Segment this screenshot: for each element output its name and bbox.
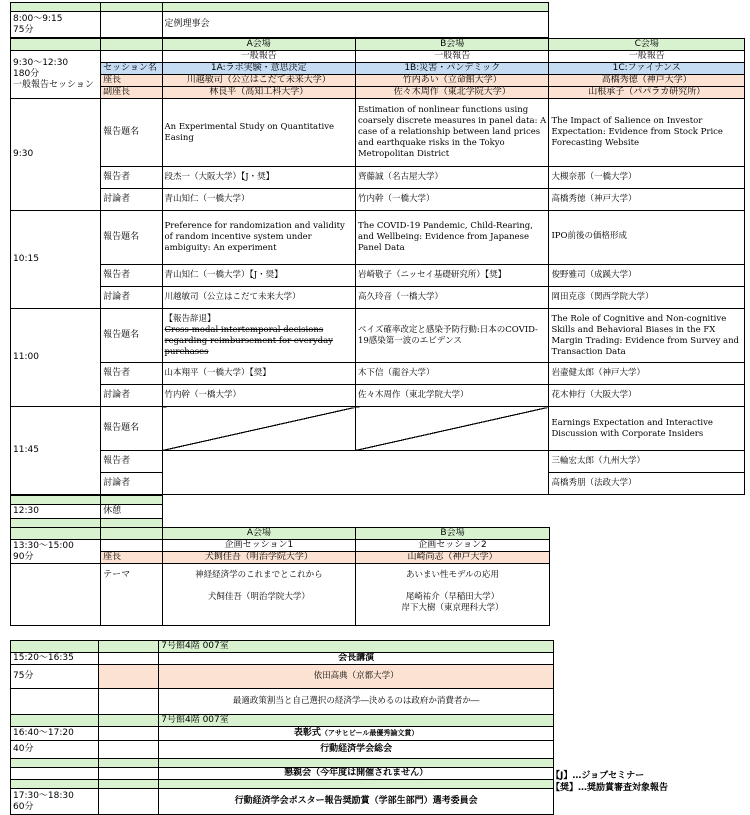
presenter-label: 報告者 (101, 167, 162, 189)
break-label: 休憩 (101, 505, 162, 519)
general-b: 一般報告 (355, 51, 548, 63)
general-meeting: 行動経済学会総会 (159, 741, 554, 759)
slot-1015-discussant-c: 岡田克彦（関西学院大学） (549, 287, 745, 309)
withdrawn-note: 【報告辞退】 (164, 313, 216, 324)
poster-title: 行動経済学会ポスター報告奨励賞（学部生部門）選考委員会 (159, 789, 554, 815)
slot-0930-title-b: Estimation of nonlinear functions using coarsely discrete measures in panel data: A case of a relationship between land prices and earthquake risks in the Tokyo Metropolitan District (355, 99, 548, 167)
table-evening (10, 640, 554, 815)
award-length: 40分 (11, 741, 99, 759)
slot-1100-title-a (162, 309, 355, 363)
schedule-sheet (10, 2, 745, 815)
legend-job: 【J】…ジョブセミナー (551, 771, 645, 781)
presenter-label: 報告者 (101, 451, 162, 473)
table-council (10, 2, 745, 38)
slot-1100-title-c: The Role of Cognitive and Non-cognitive Skills and Behavioral Biases in the FX Margin Trading: Evidence from Survey and Transaction Data (549, 309, 745, 363)
pm-session-2: 企画セッション2 (356, 540, 550, 552)
pm-venue-a: A会場 (162, 528, 356, 540)
legend (551, 770, 668, 794)
discussant-label: 討論者 (101, 287, 162, 309)
poster-time: 17:30～18:30 60分 (11, 789, 99, 815)
session-1c: 1C:ファイナンス (549, 63, 745, 75)
chair-c: 高橋秀徳（神戸大学） (549, 75, 745, 87)
slot-1100-presenter-a: 山本翔平（一橋大学）【奨】 (162, 363, 355, 385)
presenter-label: 報告者 (101, 265, 162, 287)
vice-chair-label: 副座長 (101, 87, 162, 99)
break-time: 12:30 (11, 505, 101, 519)
slot-1015-presenter-b: 岩崎敬子（ニッセイ基礎研究所）【奨】 (355, 265, 548, 287)
council-time: 8:00～9:15 75分 (11, 12, 101, 38)
morning-time: 9:30～12:30 180分 一般報告セッション (11, 51, 101, 99)
legend-award: 【奨】…奨励賞審査対象報告 (551, 783, 669, 793)
award-time: 16:40～17:20 (11, 727, 99, 741)
presidential-speaker: 依田高典（京都大学） (159, 665, 554, 689)
theme-label: テーマ (101, 564, 162, 626)
slot-0930-discussant-c: 高橋秀徳（神戸大学） (549, 189, 745, 211)
chair-label: 座長 (101, 75, 162, 87)
slot-0930-title-c: The Impact of Salience on Investor Expectation: Evidence from Stock Price Forecasting Website (549, 99, 745, 167)
slot-1145-presenter-c: 三輪宏太郎（九州大学） (549, 451, 745, 473)
title-label: 報告題名 (101, 211, 162, 265)
award-room: 7号館4階 007室 (159, 715, 554, 727)
award-title: 表彰式（アサヒビール最優秀論文賞） (159, 727, 554, 741)
pm-session-1: 企画セッション1 (162, 540, 356, 552)
slot-0930-discussant-b: 竹内幹（一橋大学） (355, 189, 548, 211)
venue-b: B会場 (355, 39, 548, 51)
title-label: 報告題名 (101, 309, 162, 363)
slot-1100-title-b: ベイズ確率改定と感染予防行動:日本のCOVID-19感染第一波のエビデンス (355, 309, 548, 363)
social-event: 懇親会（今年度は開催されません） (159, 768, 554, 780)
slot-time-1100: 11:00 (11, 309, 101, 407)
slot-1015-title-c: IPO前後の価格形成 (549, 211, 745, 265)
presidential-room: 7号館4階 007室 (159, 641, 554, 653)
slot-1100-discussant-c: 花木伸行（大阪大学） (549, 385, 745, 407)
slot-1100-discussant-a: 竹内幹（一橋大学） (162, 385, 355, 407)
pm-theme-a: 神経経済学のこれまでとこれから 犬飼佳吾（明治学院大学） (162, 564, 356, 626)
venue-c: C会場 (549, 39, 745, 51)
table-morning (10, 38, 745, 495)
pm-theme-b: あいまい性モデルの応用 尾崎祐介（早稲田大学） 岸下大樹（東京理科大学） (356, 564, 550, 626)
withdrawn-title: Cross-modal intertemporal decisions regarding reimbursement for everyday purchases (164, 324, 333, 357)
chair-b: 竹内あい（立命館大学） (355, 75, 548, 87)
slot-0930-discussant-a: 青山知仁（一橋大学） (162, 189, 355, 211)
slot-1100-presenter-b: 木下信（龍谷大学） (355, 363, 548, 385)
empty-cell-a (162, 407, 355, 451)
slot-1100-discussant-b: 佐々木周作（東北学院大学） (355, 385, 548, 407)
title-label: 報告題名 (101, 99, 162, 167)
slot-0930-presenter-c: 大槻奈那（一橋大学） (549, 167, 745, 189)
pm-chair-a: 犬飼佳吾（明治学院大学） (162, 552, 356, 564)
presidential-length: 75分 (11, 665, 99, 689)
vice-chair-c: 山根承子（パパラカ研究所） (549, 87, 745, 99)
discussant-label: 討論者 (101, 473, 162, 495)
slot-1015-discussant-a: 川越敏司（公立はこだて未来大学） (162, 287, 355, 309)
session-1a: 1A:ラボ実験・意思決定 (162, 63, 355, 75)
vice-chair-a: 林良平（高知工科大学） (162, 87, 355, 99)
slot-1015-presenter-a: 青山知仁（一橋大学）【J・奨】 (162, 265, 355, 287)
pm-venue-b: B会場 (356, 528, 550, 540)
header-strip (11, 3, 101, 12)
chair-a: 川越敏司（公立はこだて未来大学） (162, 75, 355, 87)
slot-1015-discussant-b: 高久玲音（一橋大学） (355, 287, 548, 309)
presidential-time: 15:20～16:35 (11, 653, 99, 665)
empty-cell-b (355, 407, 548, 451)
slot-1145-discussant-c: 高橋秀朋（法政大学） (549, 473, 745, 495)
table-afternoon (10, 495, 745, 626)
presenter-label: 報告者 (101, 363, 162, 385)
pm-chair-label: 座長 (101, 552, 162, 564)
slot-0930-presenter-b: 齊藤誠（名古屋大学） (355, 167, 548, 189)
presidential-title: 会長講演 (159, 653, 554, 665)
slot-time-1145: 11:45 (11, 407, 101, 495)
vice-chair-b: 佐々木周作（東北学院大学） (355, 87, 548, 99)
slot-time-0930: 9:30 (11, 99, 101, 211)
general-a: 一般報告 (162, 51, 355, 63)
slot-1015-title-b: The COVID-19 Pandemic, Child-Rearing, and Wellbeing: Evidence from Japanese Panel Data (355, 211, 548, 265)
slot-1145-title-c: Earnings Expectation and Interactive Discussion with Corporate Insiders (549, 407, 745, 451)
pm-chair-b: 山崎尚志（神戸大学） (356, 552, 550, 564)
slot-0930-presenter-a: 段杰一（大阪大学）【J・奨】 (162, 167, 355, 189)
title-label: 報告題名 (101, 407, 162, 451)
slot-time-1015: 10:15 (11, 211, 101, 309)
venue-a: A会場 (162, 39, 355, 51)
council-title: 定例理事会 (162, 12, 549, 38)
slot-0930-title-a: An Experimental Study on Quantitative Easing (162, 99, 355, 167)
slot-1100-presenter-c: 岩壷健太郎（神戸大学） (549, 363, 745, 385)
general-c: 一般報告 (549, 51, 745, 63)
session-1b: 1B:災害・パンデミック (355, 63, 548, 75)
pm-time: 13:30～15:00 90分 (11, 540, 101, 564)
slot-1015-presenter-c: 俊野雅司（成蹊大学） (549, 265, 745, 287)
session-name-label: セッション名 (101, 63, 162, 75)
discussant-label: 討論者 (101, 189, 162, 211)
slot-1015-title-a: Preference for randomization and validity of random incentive system under ambiguity: An experiment (162, 211, 355, 265)
discussant-label: 討論者 (101, 385, 162, 407)
presidential-lecture: 最適政策割当と自己選択の経済学―決めるのは政府か消費者か― (159, 689, 554, 715)
